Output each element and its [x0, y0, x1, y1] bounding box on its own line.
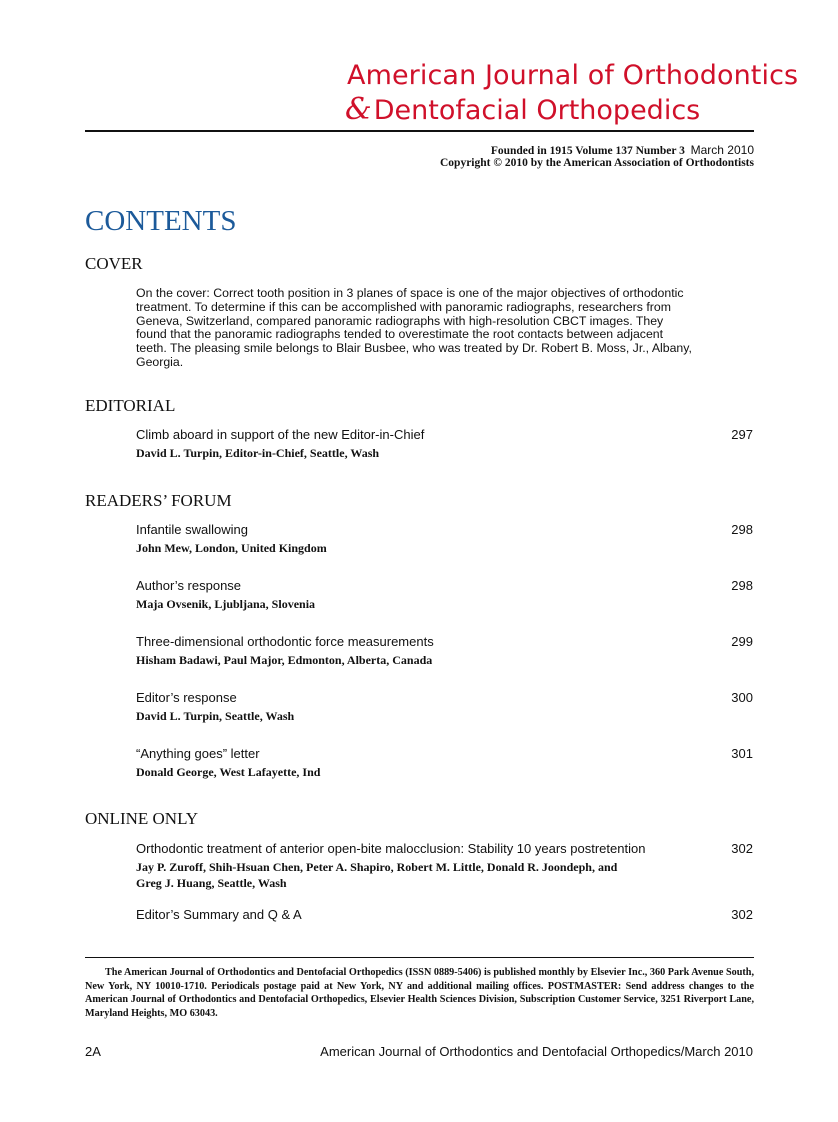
cover-description: On the cover: Correct tooth position in 3 planes of space is one of the major objectives of orthodontic treatment. To determine if this can be accomplished with panoramic radiographs, researchers from Geneva, Switzerland, compared panoramic radiographs with high-resolution CBCT images. They found that the panoramic radiographs tended to overestimate the root contacts between adjacent teeth. The pleasing smile belongs to Blair Busbee, who was treated by Dr. Robert B. Moss, Jr., Albany, Georgia. — [136, 286, 692, 369]
journal-ampersand: & — [345, 92, 372, 127]
footer-rule — [85, 957, 754, 958]
toc-item-authors: David L. Turpin, Seattle, Wash — [136, 709, 295, 723]
toc-item-page: 300 — [731, 690, 753, 705]
toc-item-page: 298 — [731, 522, 753, 537]
journal-title-line1: American Journal of Orthodontics — [347, 60, 799, 91]
toc-item-page: 297 — [731, 427, 753, 442]
toc-item-page: 301 — [731, 746, 753, 761]
journal-title-line2-text: Dentofacial Orthopedics — [373, 95, 701, 126]
issue-date: March 2010 — [690, 143, 754, 157]
contents-title: CONTENTS — [85, 205, 237, 237]
section-online-only-heading: ONLINE ONLY — [85, 809, 199, 828]
toc-item-authors: Hisham Badawi, Paul Major, Edmonton, Alberta, Canada — [136, 653, 433, 667]
toc-item-title[interactable]: Orthodontic treatment of anterior open-bite malocclusion: Stability 10 years postretention — [136, 841, 646, 856]
issue-info — [491, 143, 754, 157]
toc-item-page: 302 — [731, 907, 753, 922]
copyright: Copyright © 2010 by the American Association of Orthodontists — [440, 157, 754, 169]
toc-item-title[interactable]: Infantile swallowing — [136, 522, 249, 537]
toc-item-title[interactable]: Editor’s Summary and Q & A — [136, 907, 302, 922]
page-number: 2A — [85, 1044, 101, 1059]
toc-item-title[interactable]: “Anything goes” letter — [136, 746, 260, 761]
toc-item-authors: Maja Ovsenik, Ljubljana, Slovenia — [136, 597, 316, 611]
running-title: American Journal of Orthodontics and Dentofacial Orthopedics/March 2010 — [320, 1044, 753, 1059]
toc-item-title[interactable]: Author’s response — [136, 578, 242, 593]
toc-item-page: 302 — [731, 841, 753, 856]
journal-title-line2 — [345, 92, 700, 127]
toc-item-title[interactable]: Editor’s response — [136, 690, 237, 705]
toc-item-authors: John Mew, London, United Kingdom — [136, 541, 327, 555]
toc-item-title[interactable]: Climb aboard in support of the new Editor-in-Chief — [136, 427, 425, 442]
toc-item-page: 299 — [731, 634, 753, 649]
masthead-rule — [85, 130, 754, 132]
toc-item-authors: David L. Turpin, Editor-in-Chief, Seattle, Wash — [136, 446, 380, 460]
publication-info: The American Journal of Orthodontics and Dentofacial Orthopedics (ISSN 0889-5406) is published monthly by Elsevier Inc., 360 Park Avenue South, New York, NY 10010-1710. Periodicals postage paid at New York, NY and additional mailing offices. POSTMASTER: Send address changes to the American Journal of Orthodontics and Dentofacial Orthopedics, Elsevier Health Sciences Division, Subscription Customer Service, 3251 Riverport Lane, Maryland Heights, MO 63043. — [85, 967, 754, 1019]
toc-item-title[interactable]: Three-dimensional orthodontic force measurements — [136, 634, 434, 649]
founded-volume: Founded in 1915 Volume 137 Number 3 — [490, 145, 685, 157]
toc-item-authors-line2: Greg J. Huang, Seattle, Wash — [136, 876, 287, 890]
toc-item-page: 298 — [731, 578, 753, 593]
section-readers-forum-heading: READERS’ FORUM — [85, 491, 232, 510]
toc-item-authors: Donald George, West Lafayette, Ind — [136, 765, 321, 779]
section-cover-heading: COVER — [85, 254, 143, 273]
toc-item-authors-line1: Jay P. Zuroff, Shih-Hsuan Chen, Peter A. Shapiro, Robert M. Little, Donald R. Joondeph, and — [136, 860, 618, 874]
section-editorial-heading: EDITORIAL — [85, 396, 176, 415]
